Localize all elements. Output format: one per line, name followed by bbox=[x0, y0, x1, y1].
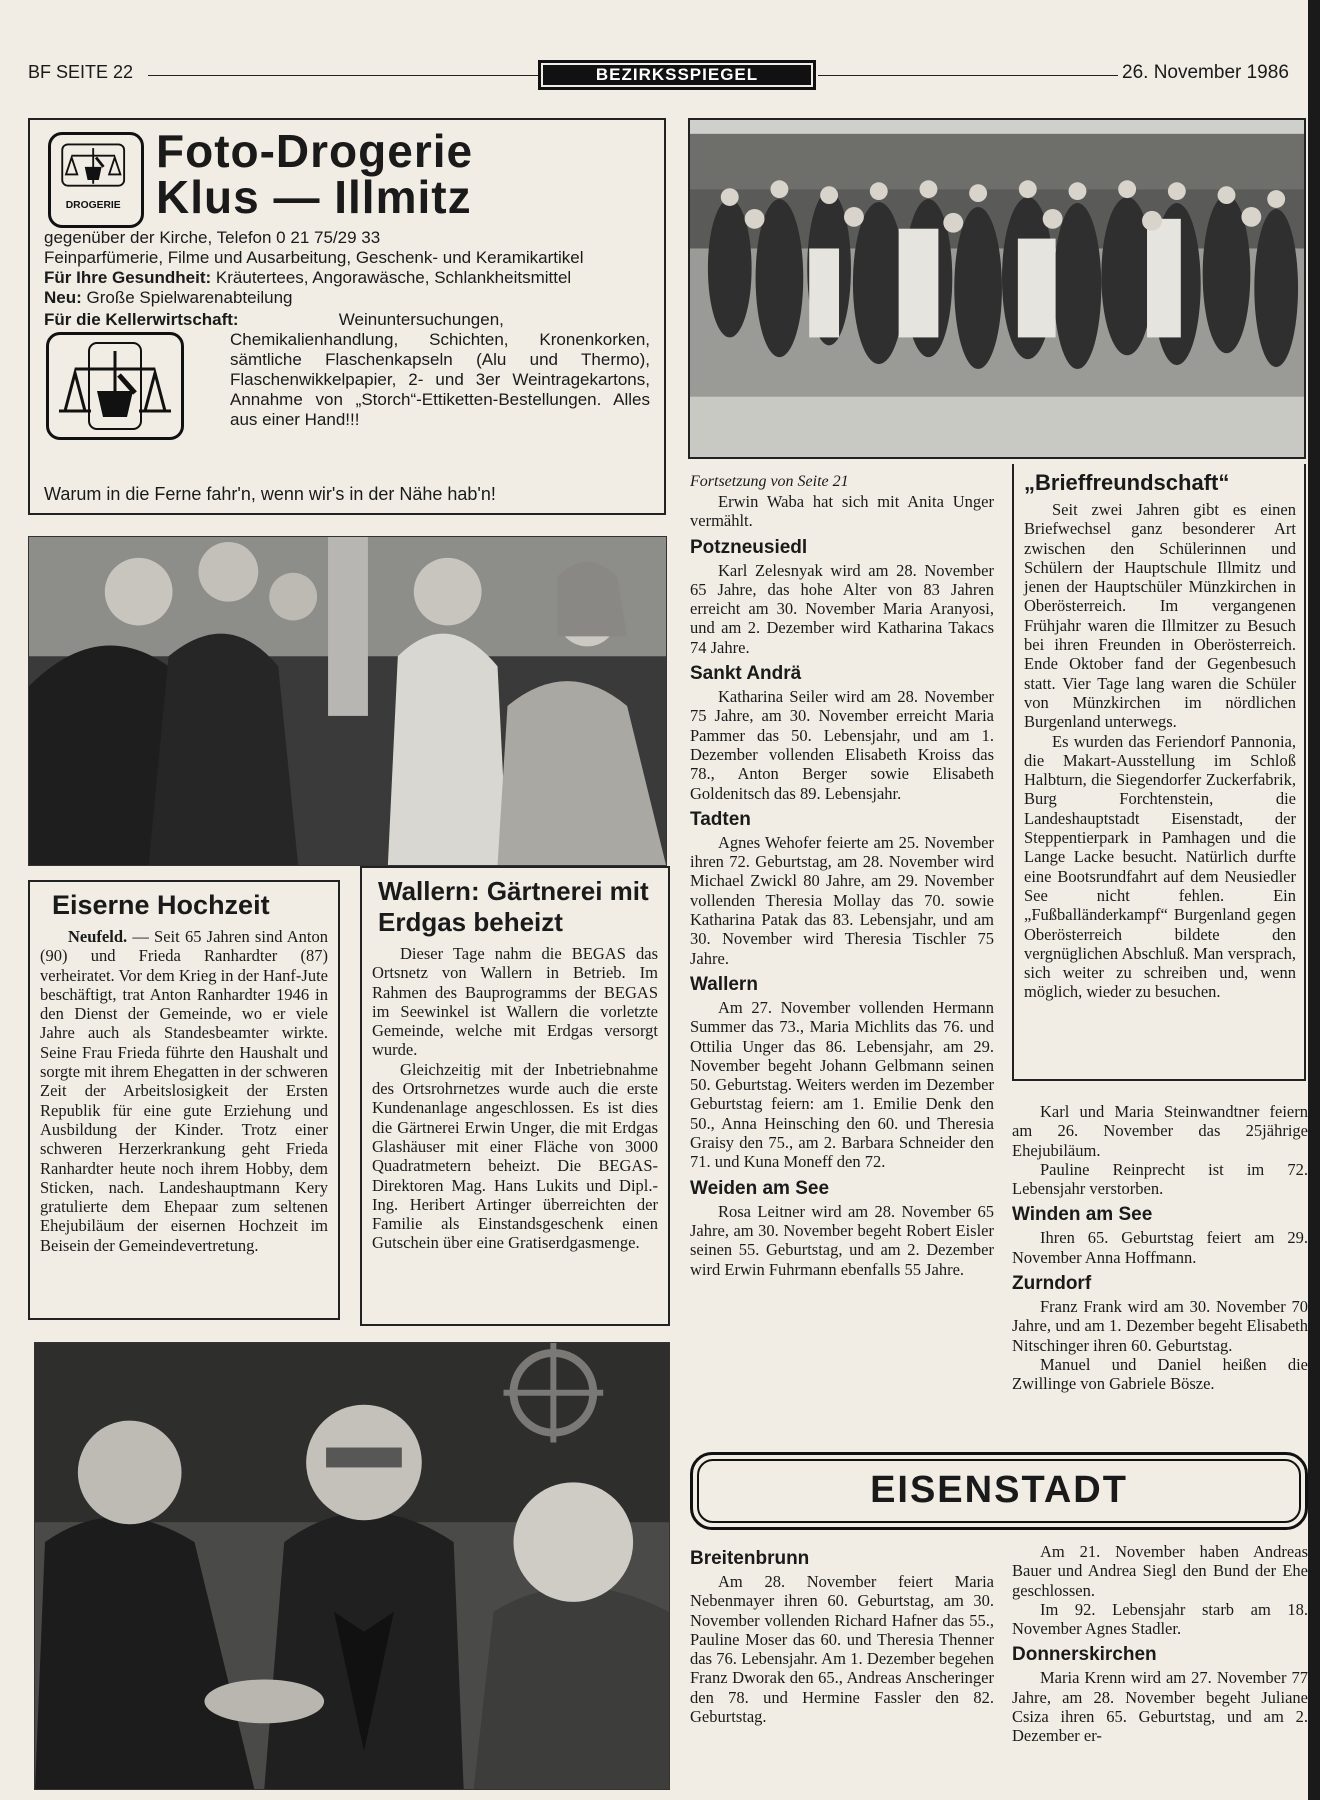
logo-text: DROGERIE bbox=[65, 200, 121, 212]
ad-health-text: Kräutertees, Angorawäsche, Schlankheitsmittel bbox=[211, 268, 572, 287]
text-weiden-wrap bbox=[690, 1202, 994, 1279]
text-potzneusiedl-wrap bbox=[690, 561, 994, 657]
text-wallern: Am 27. November vollenden Hermann Summer das 73., Maria Michlits das 76. und Ottilia Unger das 86. Lebensjahr, am 29. November begeht Johann Gelbmann seinen 50. Geburtstag. Weiters werden im Dezember Geburtstag feiern: am 1. Emilie Denk den 50., Anna Heinsching den 60. und Theresia Graisy den 75., am 2. Barbara Schneider den 71. und Kuna Moneff den 72. bbox=[690, 997, 994, 1172]
heading-tadten: Tadten bbox=[690, 808, 751, 830]
section-label: BEZIRKSSPIEGEL bbox=[543, 65, 811, 85]
heading-weiden-am-see: Weiden am See bbox=[690, 1177, 830, 1199]
right-p1: Karl und Maria Steinwandtner feiern am 26. November das 25jährige Ehejubiläum. bbox=[1012, 1102, 1308, 1160]
heading-breitenbrunn: Breitenbrunn bbox=[690, 1548, 810, 1569]
eisenstadt-right-p1: Am 21. November haben Andreas Bauer und Andrea Siegl den Bund der Ehe geschlossen. bbox=[1012, 1542, 1308, 1600]
wallern-body bbox=[372, 944, 658, 1253]
heading-donnerskirchen: Donnerskirchen bbox=[1012, 1644, 1157, 1666]
continuation-note: Fortsetzung von Seite 21 bbox=[690, 473, 849, 490]
wallern-p2: Gleichzeitig mit der Inbetriebnahme des Ortsrohrnetzes wurde auch die erste Kundenanlage angeschlossen. Es ist dies die Gärtnerei Erwin Unger, die mit Erdgas Glashäuser mit einer Fläche von 3000 Quadratmetern beheizt. Die BEGAS-Direktoren Mag. Hans Lukits und Dipl.-Ing. Heribert Artinger überreichten der Familie als Einstandsgeschenk einen Gutschein über eine Gratiserdgasmenge. bbox=[372, 1059, 658, 1253]
eiserne-body: — Seit 65 Jahren sind Anton (90) und Frieda Ranhardter (87) verheiratet. Vor dem Krieg in der Hanf-Jute beschäftigt, trat Anton Ranhardter 1946 in den Dienst der Gemeinde, wo er viele Jahre auch als Standesbeamter wirkte. Seine Frau Frieda führte den Haushalt und sorgte mit ihrem Ehegatten in der schweren Zeit der Arbeitslosigkeit der Ersten Republik für eine gute Erziehung und Ausbildung der Kinder. Trotz einer schweren Herzerkrankung geht Frieda Ranhardter heute noch ihrem Hobby, dem Sticken, nach. Landeshauptmann Kery gratulierte dem Ehepaar zum seltenen Ehejubiläum der eisernen Hochzeit im Beisein der Gemeindevertretung. bbox=[40, 927, 328, 1255]
right-paras bbox=[1012, 1102, 1308, 1198]
masthead-rule-right bbox=[818, 75, 1118, 76]
heading-winden-am-see: Winden am See bbox=[1012, 1204, 1153, 1226]
text-tadten-wrap bbox=[690, 833, 994, 968]
text-breitenbrunn-wrap bbox=[690, 1572, 994, 1726]
masthead-rule-left bbox=[148, 75, 538, 76]
eiserne-title: Eiserne Hochzeit bbox=[52, 890, 270, 920]
text-zurndorf-wrap bbox=[1012, 1297, 1308, 1393]
ad-cellar-text: Weinuntersuchungen, Chemikalienhandlung, Schichten, Kronenkorken, sämtliche Flaschenkapseln (Alu und Thermo), Flaschenwikkelpapier, 2- und 3er Weintragekartons, Annahme von „Storch“-Ettiketten-Bestellungen. Alles aus einer Hand!!! bbox=[230, 310, 650, 429]
text-sankt-andrae: Katharina Seiler wird am 28. November 75 Jahre, am 30. November erreicht Maria Pammer das 50. Lebensjahr, und am 1. Dezember vollenden Elisabeth Kroiss das 78., Anton Berger sowie Elisabeth Goldenitsch das 89. Lebensjahr. bbox=[690, 687, 994, 803]
wallern-title: Wallern: Gärtnerei mit Erdgas beheizt bbox=[378, 876, 649, 937]
brief-p2: Es wurden das Feriendorf Pannonia, die Makart-Ausstellung im Schloß Halbturn, die Siegendorfer Zuckerfabrik, Burg Forchtenstein, die Landeshauptstadt Eisenstadt, der Steppentierpark in Pamhagen und die Lange Lacke besucht. Natürlich durfte eine Bootsrundfahrt auf dem Neusiedler See nicht fehlen. Ein „Fußballänderkampf“ Burgenland gegen Oberösterreich bildete den vergnüglichen Abschluß. Man versprach, sich weiter zu schreiben und, wenn möglich, wieder zu besuchen. bbox=[1024, 731, 1296, 1002]
text-wallern-wrap bbox=[690, 998, 994, 1172]
heading-wallern: Wallern bbox=[690, 973, 758, 995]
ad-new bbox=[44, 288, 650, 308]
scales-icon bbox=[51, 135, 141, 225]
middle-intro-wrap bbox=[690, 492, 994, 531]
brief-body bbox=[1024, 500, 1296, 1002]
eisenstadt-banner bbox=[690, 1452, 1308, 1530]
mortar-pestle-icon bbox=[49, 335, 181, 437]
ad-slogan: Warum in die Ferne fahr'n, wenn wir's in der Nähe hab'n! bbox=[44, 484, 496, 504]
eisenstadt-banner-inner bbox=[697, 1459, 1301, 1523]
text-weiden: Rosa Leitner wird am 28. November 65 Jahre, am 30. November begeht Robert Eisler seinen 55. Geburtstag, und am 2. Dezember wird Erwin Fuhrmann ebenfalls 55 Jahre. bbox=[690, 1201, 994, 1279]
eiserne-place: Neufeld. bbox=[68, 927, 128, 946]
eisenstadt-left bbox=[690, 1542, 994, 1726]
text-breitenbrunn: Am 28. November feiert Maria Nebenmayer ihren 60. Geburtstag, am 30. November vollenden Richard Hafner das 55., Pauline Moser das 60. und Theresia Thenner das 76. Lebensjahr. Am 1. Dezember begehen Franz Dworak den 65., Andreas Anscheringer den 78. und Hermine Fassler den 82. Geburtstag. bbox=[690, 1572, 994, 1727]
article-eiserne-hochzeit bbox=[28, 880, 340, 1320]
ad-title-1: Foto-Drogerie bbox=[156, 125, 474, 177]
text-donnerskirchen-wrap bbox=[1012, 1668, 1308, 1745]
ad-new-label: Neu: bbox=[44, 288, 82, 307]
page-date: 26. November 1986 bbox=[1122, 62, 1289, 83]
ad-foto-drogerie bbox=[28, 118, 666, 515]
text-potzneusiedl: Karl Zelesnyak wird am 28. November 65 Jahre, das hohe Alter von 83 Jahren erreicht am 30. November Maria Aranyosi, und am 2. Dezember wird Katharina Takacs 74 Jahre. bbox=[690, 560, 994, 657]
ad-health bbox=[44, 268, 650, 288]
article-wallern-erdgas bbox=[360, 866, 670, 1326]
article-brieffreundschaft bbox=[1012, 464, 1306, 1081]
text-tadten: Agnes Wehofer feierte am 25. November ihren 72. Geburtstag, am 28. November wird Michael Zwickl 80 Jahre, am 29. November vollenden Theresia Mollay das 70. sowie Katharina Patak das 83. Lebensjahr, und am 30. November wird Theresia Tischler 75 Jahre. bbox=[690, 832, 994, 968]
eiserne-text bbox=[40, 927, 328, 1255]
ad-new-text: Große Spielwarenabteilung bbox=[81, 288, 293, 307]
ad-products: Feinparfümerie, Filme und Ausarbeitung, Geschenk- und Keramikartikel bbox=[44, 248, 584, 267]
section-badge bbox=[538, 60, 816, 90]
text-zurndorf-extra: Manuel und Daniel heißen die Zwillinge von Gabriele Bösze. bbox=[1012, 1354, 1308, 1394]
ad-body bbox=[44, 228, 650, 308]
wallern-p1: Dieser Tage nahm die BEGAS das Ortsnetz von Wallern in Betrieb. Im Rahmen des Bauprogramms der BEGAS im Seewinkel ist Wallern die vorletzte Gemeinde, welche mit Erdgas versorgt wurde. bbox=[372, 944, 658, 1060]
column-middle bbox=[690, 472, 994, 1279]
page-label: BF SEITE 22 bbox=[28, 62, 134, 82]
heading-sankt-andrae: Sankt Andrä bbox=[690, 663, 802, 685]
brief-p1: Seit zwei Jahren gibt es einen Briefwechsel ganz besonderer Art zwischen den Schülerinnen und Schülern der Hauptschule Illmitz und jenen der Hauptschüler Münzkirchen in Oberösterreich. Im vergangenen Frühjahr waren die Illmitzer zu Besuch bei ihren Freunden in Oberösterreich. Ende Oktober fand der Gegenbesuch statt. Vier Tage lang waren die Schüler von Münzkirchen im nördlichen Burgenland unterwegs. bbox=[1024, 500, 1296, 732]
heading-potzneusiedl: Potzneusiedl bbox=[690, 536, 808, 558]
photo-officials bbox=[28, 536, 667, 866]
text-donnerskirchen: Maria Krenn wird am 27. November 77 Jahre, am 28. November begeht Juliane Csiza ihren 65. Geburtstag, und am 2. Dezember er- bbox=[1012, 1668, 1308, 1746]
eisenstadt-right bbox=[1012, 1542, 1308, 1746]
page-edge bbox=[1308, 0, 1320, 1800]
photo-elderly-couple bbox=[34, 1342, 670, 1790]
mortar-logo bbox=[46, 332, 184, 440]
right-p2: Pauline Reinprecht ist im 72. Lebensjahr verstorben. bbox=[1012, 1159, 1308, 1199]
ad-health-label: Für Ihre Gesundheit: bbox=[44, 268, 212, 287]
text-winden: Ihren 65. Geburtstag feiert am 29. November Anna Hoffmann. bbox=[1012, 1228, 1308, 1267]
column-right bbox=[1012, 1102, 1308, 1394]
ad-title-2: Klus — Illmitz bbox=[156, 171, 472, 223]
drogerie-logo bbox=[48, 132, 144, 228]
heading-zurndorf: Zurndorf bbox=[1012, 1273, 1092, 1295]
middle-intro: Erwin Waba hat sich mit Anita Unger vermählt. bbox=[690, 492, 994, 531]
text-winden-wrap bbox=[1012, 1228, 1308, 1267]
brief-title: „Brieffreundschaft“ bbox=[1024, 470, 1230, 495]
ad-cellar-label: Für die Kellerwirtschaft: bbox=[44, 310, 239, 329]
ad-address: gegenüber der Kirche, Telefon 0 21 75/29 33 bbox=[44, 228, 381, 247]
eisenstadt-title: EISENSTADT bbox=[870, 1469, 1128, 1511]
eisenstadt-right-paras bbox=[1012, 1542, 1308, 1638]
eisenstadt-right-p2: Im 92. Lebensjahr starb am 18. November Agnes Stadler. bbox=[1012, 1599, 1308, 1639]
text-zurndorf: Franz Frank wird am 30. November 70 Jahre, und am 1. Dezember begeht Elisabeth Nitschinger ihren 60. Geburtstag. bbox=[1012, 1297, 1308, 1355]
text-sankt-andrae-wrap bbox=[690, 687, 994, 803]
photo-students-group bbox=[688, 118, 1306, 459]
